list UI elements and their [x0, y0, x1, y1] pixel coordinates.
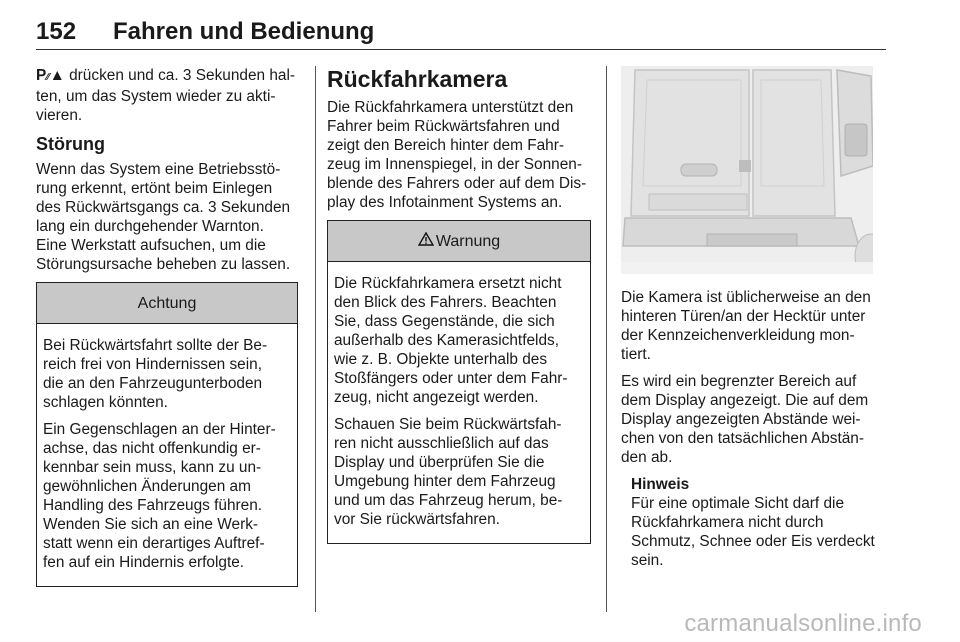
text-line: blende des Fahrers oder auf dem Dis- — [327, 175, 587, 192]
text-line: Wenn das System eine Betriebsstö- — [36, 161, 281, 178]
column-divider-1 — [315, 66, 316, 612]
achtung-box-body — [37, 324, 297, 586]
text-line: reich frei von Hindernissen sein, — [43, 356, 262, 373]
text-line: achse, das nicht offenkundig er- — [43, 440, 261, 457]
stoerung-paragraph — [36, 160, 298, 274]
warnung-box-body — [328, 262, 590, 543]
intro-line-2: vieren. — [36, 107, 83, 124]
text-line: sein. — [631, 552, 664, 569]
text-line: und um das Fahrzeug herum, be- — [334, 492, 563, 509]
text-line: Für eine optimale Sicht darf die — [631, 495, 845, 512]
text-line: Fahrer beim Rückwärtsfahren und — [327, 118, 560, 135]
text-line: wie z. B. Objekte unterhalb des — [334, 351, 548, 368]
text-line: Bei Rückwärtsfahrt sollte der Be- — [43, 337, 268, 354]
text-line: Schauen Sie beim Rückwärtsfah- — [334, 416, 562, 433]
spacer — [621, 274, 887, 288]
section-heading-stoerung: Störung — [36, 134, 105, 154]
text-line: zeug im Innenspiegel, in der Sonnen- — [327, 156, 582, 173]
text-line: des Rückwärtsgangs ca. 3 Sekunden — [36, 199, 291, 216]
text-line: Rückfahrkamera nicht durch — [631, 514, 824, 531]
text-line: den ab. — [621, 449, 673, 466]
page-title: Fahren und Bedienung — [113, 18, 375, 45]
text-line: Ein Gegenschlagen an der Hinter- — [43, 421, 276, 438]
text-line: Die Rückfahrkamera unterstützt den — [327, 99, 574, 116]
text-line: Umgebung hinter dem Fahrzeug — [334, 473, 556, 490]
text-line: zeigt den Bereich hinter dem Fahr- — [327, 137, 564, 154]
text-line: gewöhnlichen Änderungen am — [43, 478, 251, 495]
page-header — [36, 14, 886, 50]
text-line: rung erkennt, ertönt beim Einlegen — [36, 180, 273, 197]
text-line: Stoßfängers oder unter dem Fahr- — [334, 370, 568, 387]
text-line: tiert. — [621, 346, 651, 363]
header-rule — [36, 49, 886, 50]
text-line: dem Display angezeigt. Die auf dem — [621, 392, 869, 409]
warning-triangle-icon — [418, 232, 434, 251]
column-2 — [327, 66, 591, 544]
column-1 — [36, 66, 298, 587]
text-line: der Kennzeichenverkleidung mon- — [621, 327, 855, 344]
column-3 — [621, 66, 887, 570]
warnung-box-title — [328, 221, 590, 262]
text-line: lang ein durchgehender Warnton. — [36, 218, 264, 235]
column-divider-2 — [606, 66, 607, 612]
hinweis-title: Hinweis — [631, 476, 690, 493]
text-line: Die Kamera ist üblicherweise an den — [621, 289, 871, 306]
text-line: Störungsursache beheben zu lassen. — [36, 256, 291, 273]
text-line: Schmutz, Schnee oder Eis verdeckt — [631, 533, 875, 550]
text-line: die an den Fahrzeugunterboden — [43, 375, 263, 392]
van-rear-illustration — [621, 66, 873, 274]
text-line: chen von den tatsächlichen Abstän- — [621, 430, 864, 447]
display-range-paragraph — [621, 372, 887, 467]
warnung-box — [327, 220, 591, 544]
text-line: ren nicht ausschließlich auf das — [334, 435, 549, 452]
text-line: Die Rückfahrkamera ersetzt nicht — [334, 275, 562, 292]
page-number: 152 — [36, 18, 77, 45]
text-line: Es wird ein begrenzter Bereich auf — [621, 373, 857, 390]
achtung-box-title: Achtung — [37, 283, 297, 324]
intro-paragraph — [36, 66, 298, 125]
text-line: fen auf ein Hindernis erfolgte. — [43, 554, 245, 571]
rueckfahrkamera-paragraph — [327, 98, 591, 212]
achtung-box — [36, 282, 298, 587]
text-line: Sie, dass Gegenstände, die sich — [334, 313, 555, 330]
text-line: schlagen könnten. — [43, 394, 168, 411]
watermark: carmanualsonline.info — [684, 610, 922, 637]
text-line: Eine Werkstatt aufsuchen, um die — [36, 237, 266, 254]
text-line: kennbar sein muss, kann zu un- — [43, 459, 262, 476]
text-line: außerhalb des Kamerasichtfelds, — [334, 332, 559, 349]
section-heading-rueckfahrkamera: Rückfahrkamera — [327, 66, 508, 92]
hinweis-note — [631, 475, 887, 570]
text-line: zeug, nicht angezeigt werden. — [334, 389, 539, 406]
text-line: play des Infotainment Systems an. — [327, 194, 563, 211]
text-line: vor Sie rückwärtsfahren. — [334, 511, 500, 528]
rear-door-camera-illustration — [621, 66, 873, 274]
parking-assist-symbol: P⁄⁄▲ — [36, 67, 65, 84]
intro-line-1: ten, um das System wieder zu akti- — [36, 88, 276, 105]
text-line: Display angezeigten Abstände wei- — [621, 411, 861, 428]
text-line: statt wenn ein derartiges Auftref- — [43, 535, 265, 552]
text-line: Display und überprüfen Sie die — [334, 454, 545, 471]
text-line: Wenden Sie sich an eine Werk- — [43, 516, 259, 533]
camera-location-paragraph — [621, 288, 887, 364]
text-line: den Blick des Fahrers. Beachten — [334, 294, 557, 311]
text-line: Handling des Fahrzeugs führen. — [43, 497, 263, 514]
warnung-label: Warnung — [435, 232, 501, 250]
intro-line-0: P⁄⁄▲ drücken und ca. 3 Sekunden hal- — [36, 67, 296, 84]
text-line: hinteren Türen/an der Hecktür unter — [621, 308, 866, 325]
